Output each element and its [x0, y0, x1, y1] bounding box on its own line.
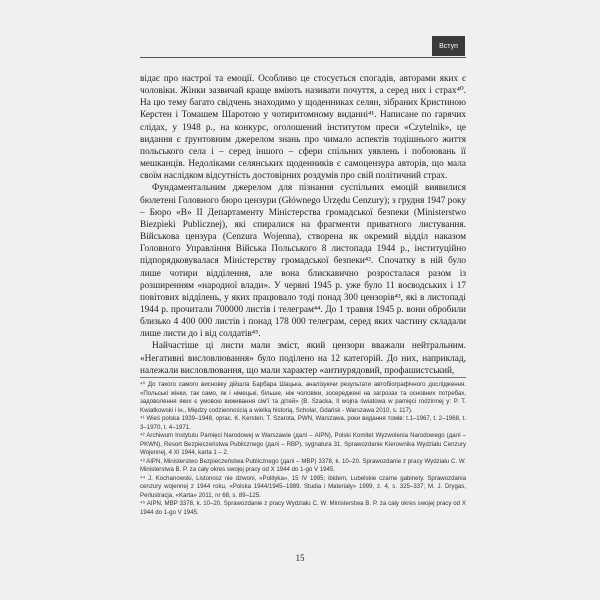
paragraph-3: Найчастіше ці листи мали зміст, який цензори вважали нейтральним. «Негативні висловлювання» було поділено на 12 категорій. До них, наприклад, належали висловлювання, що мали характер «антиурядовий, профашистський, [140, 341, 466, 376]
footnote-43: ⁴³ AIPN, Ministerstwo Bezpieczeństwa Publicznego (далі – MBP) 3378, k. 10–20. Sprawozdanie z pracy Wydziału C. W. Ministerstwa B. P. za cały okres swojej pracy od X 1944 do 1-go V 1945. [140, 457, 466, 473]
footnote-41: ⁴¹ Wieś polska 1939–1948, oprac. K. Kersten, T. Szarota, PWN, Warszawa, роки видання томів: t.1–1967, t. 2–1968, t. 3–1970, t. 4–1971. [140, 415, 466, 431]
footnote-44: ⁴⁴ J. Kochanowski, Listonosz nie dzwoni, «Polityka», 15 IV 1995; ibidem, Lubelskie czarne gabinety. Sprawozdania cenzury wojennej z 1944 roku, «Polska 1944/1945–1989. Studia i Materiały» 1999, z. 4, s. 325–337; M. J. Drygas, Perlustracja, «Karta» 2011, nr 68, s. 89–125. [140, 474, 466, 499]
footnote-rule [140, 377, 466, 378]
footnote-40: ⁴⁰ До такого самого висновку дійшла Барбара Шацька, аналізуючи результати автобіографічного дослідження. «Польські жінки, так само, як і німецькі, більше, ніж чоловіки, зосереджені на загрозах та основних потребах, задоволення яких є умовою виживання сім'ї та дітей» (B. Szacka, Il wojna światowa w pamięci rodzinnej у: P. T. Kwiatkowski і ін., Między codziennością a wielką historią, Scholar, Gdańsk - Warszawa 2010, s. 117). [140, 381, 466, 414]
footnotes [140, 381, 466, 517]
paragraph-2: Фундаментальним джерелом для пізнання суспільних емоцій виявилися бюлетені Головного бюро цензури (Głównego Urzędu Cenzury); з грудня 1947 року – Бюро «В» II Департаменту Міністерства громадської безпеки (Ministerstwo Biezpieki Publicznej), які спиралися на фрагменти приватного листування. Військова цензура (Cenzura Wojenna), створена як окремий відділ наказом Головного Управління Війська Польського 8 листопада 1944 р., інституційно підпорядковувалася Міністерству громадської безпеки⁴². Спочатку в ній було лише чотири відділення, але вона блискавично розросталася разом із розширенням «народної влади». У червні 1945 р. уже було 11 воєводських і 17 повітових відділень, у яких працювало тоді понад 300 цензорів⁴³, які в листопаді 1944 р. прочитали 700000 листів і телеграм⁴⁴. До 1 травня 1945 р. вони обробили близько 4 400 000 листів і понад 178 000 телеграм, серед яких частину складали лише листи до і від солдатів⁴⁵. [140, 183, 466, 340]
header-rule [140, 57, 466, 58]
paragraph-1: відає про настрої та емоції. Особливо це стосується спогадів, авторами яких є чоловіки. Жінки зазвичай краще вміють називати почуття, а серед них і страх⁴⁰. На цю тему багато свідчень знаходимо у щоденниках селян, зібраних Кристиною Керстен і Томашем Шаротою у чотиритомному виданні⁴¹. Написане по гарячих слідах, у 1948 р., на конкурс, оголошений інститутом преси «Czytelnik», це видання є ґрунтовним джерелом знань про чимало аспектів тодішнього життя польського села і – серед іншого – сфери спільних уявлень і побоювань її мешканців. Недоліками селянських щоденників є самоцензура авторів, що мала своїм наслідком відсутність достовірних роздумів про свій політичний страх. [140, 74, 466, 182]
section-title: Вступ [439, 42, 458, 50]
footnote-45: ⁴⁵ AIPN, MBP 3378, k. 10–20. Sprawozdanie z pracy Wydziału C. W. Ministerstwa B. P. za cały okres swojej pracy od X 1944 do 1-go V 1945. [140, 500, 466, 516]
footnote-42: ⁴² Archiwum Instytutu Pamięci Narodowej w Warszawie (далі – AIPN), Polski Komitet Wyzwolenia Narodowego (далі – PKWN), Resort Bezpieczeństwa Publicznego (далі – RBP), sygnatura 31. Sprawozdanie Kierownika Wydziału Cenzury Wojennej, 4 XI 1944, karta 1 – 2. [140, 432, 466, 456]
page-number: 15 [295, 553, 305, 563]
running-header [432, 36, 465, 56]
main-text [140, 73, 466, 377]
